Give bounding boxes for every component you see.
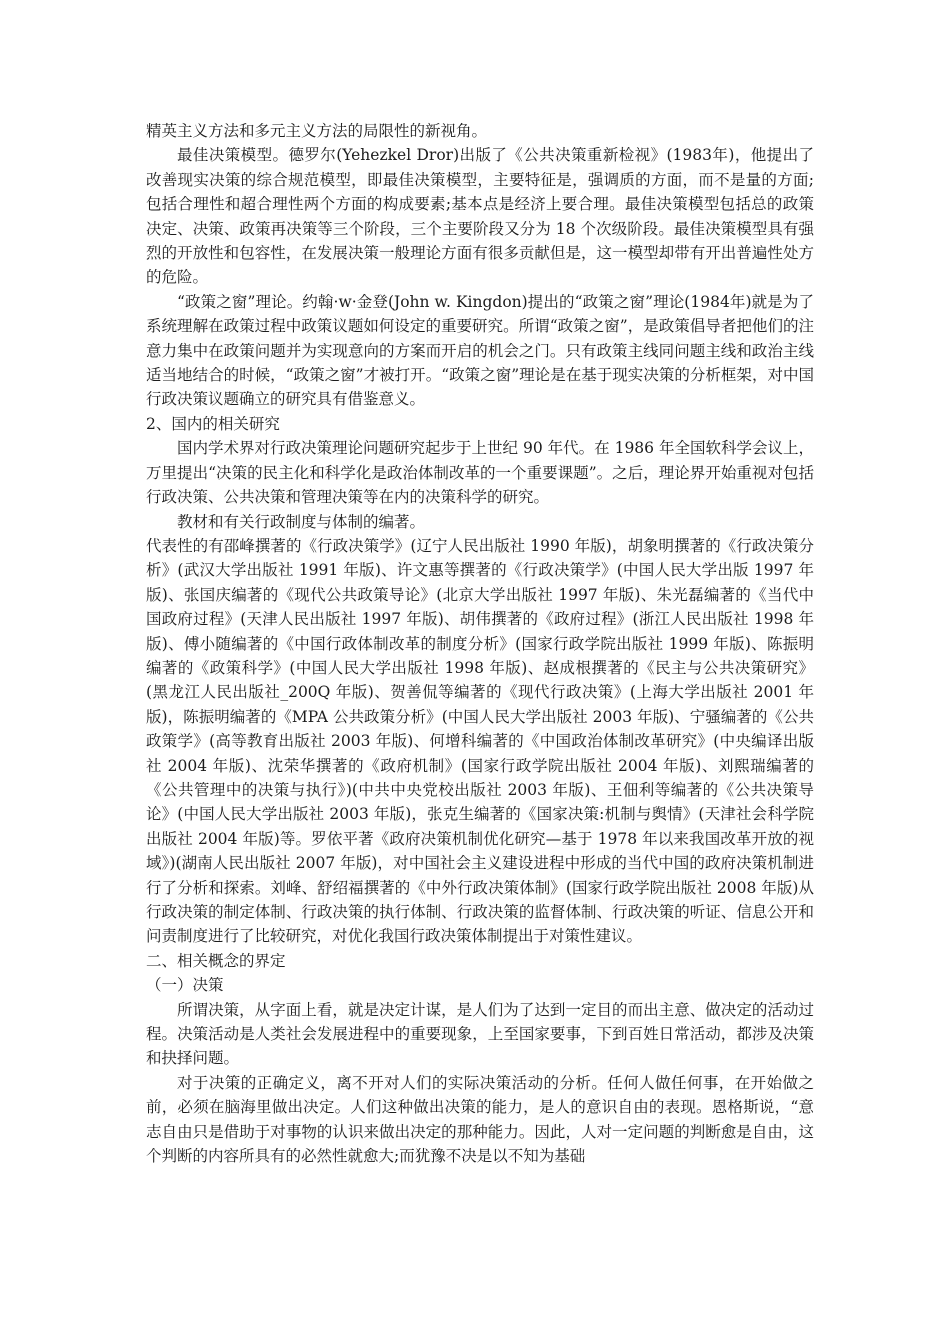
paragraph-decision-definition: 所谓决策，从字面上看，就是决定计谋，是人们为了达到一定目的而出主意、做决定的活动过程。决策活动是人类社会发展进程中的重要现象，上至国家要事，下到百姓日常活动，都涉及决策和抉择问题。 <box>146 1000 814 1068</box>
section-heading-concepts: 二、相关概念的界定 <box>146 951 286 970</box>
paragraph-policy-window: “政策之窗”理论。约翰·w·金登(John w. Kingdon)提出的“政策之窗”理论(1984年)就是为了系统理解在政策过程中政策议题如何设定的重要研究。所谓“政策之窗”，是政策倡导者把他们的注意力集中在政策问题并为实现意向的方案而开启的机会之门。只有政策主线同问题主线和政治主线适当地结合的时候，“政策之窗”才被打开。“政策之窗”理论是在基于现实决策的分析框架，对中国行政决策议题确立的研究具有借鉴意义。 <box>146 292 814 409</box>
paragraph-representative-works: 代表性的有邵峰撰著的《行政决策学》(辽宁人民出版社 1990 年版)，胡象明撰著的《行政决策分析》(武汉大学出版社 1991 年版)、许文惠等撰著的《行政决策学》(中国人民大学出版 1997 年版)、张国庆编著的《现代公共政策导论》(北京大学出版社 1997 年版)、朱光磊编著的《当代中国政府过程》(天津人民出版社 1997 年版)、胡伟撰著的《政府过程》(浙江人民出版社 1998 年版)、傅小随编著的《中国行政体制改革的制度分析》(国家行政学院出版社 1999 年版)、陈振明编著的《政策科学》(中国人民大学出版社 1998 年版)、赵成根撰著的《民主与公共决策研究》(黑龙江人民出版社_200Q 年版)、贺善侃等编著的《现代行政决策》(上海大学出版社 2001 年版)，陈振明编著的《MPA 公共政策分析》(中国人民大学出版社 2003 年版)、宁骚编著的《公共政策学》(高等教育出版社 2003 年版)、何增科编著的《中国政治体制改革研究》(中央编译出版社 2004 年版)、沈荣华撰著的《政府机制》(国家行政学院出版社 2004 年版)、刘熙瑞编著的《公共管理中的决策与执行》)(中共中央党校出版社 2003 年版)、王佃利等编著的《公共决策导论》(中国人民大学出版社 2003 年版)，张克生编著的《国家决策:机制与舆情》(天津社会科学院出版社 2004 年版)等。罗依平著《政府决策机制优化研究—基于 1978 年以来我国改革开放的视域》)(湖南人民出版社 2007 年版)，对中国社会主义建设进程中形成的当代中国的政府决策机制进行了分析和探索。刘峰、舒绍福撰著的《中外行政决策体制》(国家行政学院出版社 2008 年版)从行政决策的制定体制、行政决策的执行体制、行政决策的监督体制、行政决策的听证、信息公开和问责制度进行了比较研究，对优化我国行政决策体制提出于对策性建议。 <box>146 536 814 946</box>
subsection-heading-decision: （一）决策 <box>146 976 224 995</box>
section-heading-domestic-research: 2、国内的相关研究 <box>146 414 280 433</box>
paragraph-continuation: 精英主义方法和多元主义方法的局限性的新视角。 <box>146 122 488 140</box>
paragraph-decision-analysis: 对于决策的正确定义，离不开对人们的实际决策活动的分析。任何人做任何事，在开始做之前，必须在脑海里做出决定。人们这种做出决策的能力，是人的意识自由的表现。恩格斯说，“意志自由只是借助于对事物的认识来做出决定的那种能力。因此，人对一定问题的判断愈是自由，这个判断的内容所具有的必然性就愈大;而犹豫不决是以不知为基础 <box>146 1073 814 1166</box>
paragraph-domestic-research: 国内学术界对行政决策理论问题研究起步于上世纪 90 年代。在 1986 年全国软科学会议上，万里提出“决策的民主化和科学化是政治体制改革的一个重要课题”。之后，理论界开始重视对包括行政决策、公共决策和管理决策等在内的决策科学的研究。 <box>146 439 814 507</box>
document-body <box>146 119 814 1168</box>
paragraph-optimal-model: 最佳决策模型。德罗尔(Yehezkel Dror)出版了《公共决策重新检视》(1983年)，他提出了改善现实决策的综合规范模型，即最佳决策模型，主要特征是，强调质的方面，而不是量的方面;包括合理性和超合理性两个方面的构成要素;基本点是经济上要合理。最佳决策模型包括总的政策决定、决策、政策再决策等三个阶段，三个主要阶段又分为 18 个次级阶段。最佳决策模型具有强烈的开放性和包容性，在发展决策一般理论方面有很多贡献但是，这一模型却带有开出普遍性处方的危险。 <box>146 146 814 287</box>
paragraph-textbooks-intro: 教材和有关行政制度与体制的编著。 <box>177 512 426 531</box>
